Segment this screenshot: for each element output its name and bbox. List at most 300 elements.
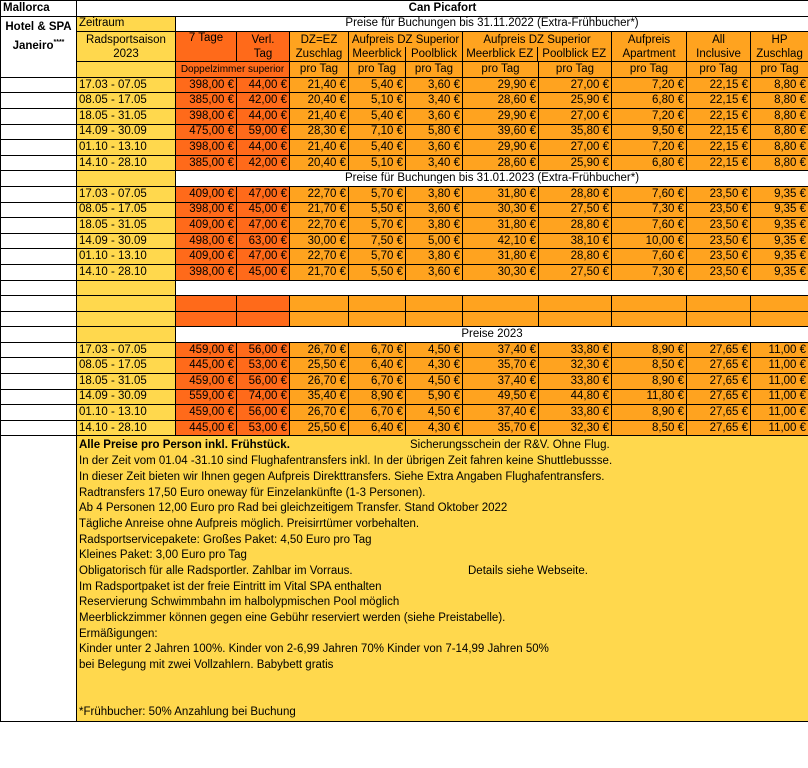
spacer-row xyxy=(1,280,808,296)
col-verl-line1: Verl. xyxy=(251,33,275,46)
price-cell: 74,00 € xyxy=(237,389,290,405)
pro-tag-cell: pro Tag xyxy=(539,62,612,78)
period-cell: 18.05 - 31.05 xyxy=(77,218,176,234)
price-cell: 5,10 € xyxy=(349,93,406,109)
price-row xyxy=(1,77,808,93)
price-cell: 27,65 € xyxy=(687,374,751,390)
left-blank-cell xyxy=(1,342,77,358)
price-cell: 53,00 € xyxy=(237,358,290,374)
block-title-row xyxy=(1,327,808,343)
price-cell: 5,10 € xyxy=(349,155,406,171)
price-cell: 3,60 € xyxy=(406,140,463,156)
price-cell: 21,70 € xyxy=(290,264,349,280)
notes-gap xyxy=(79,689,806,705)
price-row xyxy=(1,140,808,156)
period-blank-cell xyxy=(77,280,176,296)
block-title-1: Preise für Buchungen bis 31.11.2022 (Extra-Frühbucher*) xyxy=(176,16,808,32)
price-cell: 6,70 € xyxy=(349,374,406,390)
price-cell: 23,50 € xyxy=(687,249,751,265)
note-line: Im Radsportpaket ist der freie Eintritt im Vital SPA enthalten xyxy=(79,580,382,593)
price-cell: 22,70 € xyxy=(290,218,349,234)
price-row xyxy=(1,233,808,249)
period-cell: 18.05 - 31.05 xyxy=(77,108,176,124)
price-cell: 27,50 € xyxy=(539,202,612,218)
col-superior-sub xyxy=(349,47,462,61)
price-cell: 21,40 € xyxy=(290,108,349,124)
price-cell: 44,00 € xyxy=(237,140,290,156)
pro-tag-cell: pro Tag xyxy=(612,62,687,78)
note-line: Reservierung Schwimmbahn im halbolypmischen Pool möglich xyxy=(79,596,400,609)
blank-cell xyxy=(77,296,176,312)
town-cell: Can Picafort xyxy=(77,1,808,17)
price-cell: 35,70 € xyxy=(463,420,539,436)
col-hp-line2: Zuschlag xyxy=(756,47,803,60)
note-line: Tägliche Anreise ohne Aufpreis möglich. Preisirrtümer vorbehalten. xyxy=(79,517,420,530)
period-blank-cell xyxy=(77,327,176,343)
period-cell: 08.05 - 17.05 xyxy=(77,358,176,374)
price-cell: 5,70 € xyxy=(349,249,406,265)
price-cell: 459,00 € xyxy=(176,374,237,390)
col-apt-line2: Apartment xyxy=(622,47,676,60)
price-cell: 3,60 € xyxy=(406,202,463,218)
notes-details: Details siehe Webseite. xyxy=(468,564,588,577)
price-cell: 27,00 € xyxy=(539,140,612,156)
price-cell: 33,80 € xyxy=(539,405,612,421)
price-cell: 23,50 € xyxy=(687,218,751,234)
price-cell: 47,00 € xyxy=(237,218,290,234)
price-cell: 7,20 € xyxy=(612,108,687,124)
left-blank-cell xyxy=(1,202,77,218)
price-cell: 9,50 € xyxy=(612,124,687,140)
price-cell: 38,10 € xyxy=(539,233,612,249)
price-cell: 5,50 € xyxy=(349,202,406,218)
left-blank-cell xyxy=(1,155,77,171)
blank-cell xyxy=(612,296,687,312)
price-cell: 23,50 € xyxy=(687,186,751,202)
header-row-3 xyxy=(1,62,808,78)
price-cell: 8,80 € xyxy=(751,108,808,124)
hotel-name-cell xyxy=(1,16,77,77)
col-dz-line2: Zuschlag xyxy=(295,47,343,60)
price-cell: 6,70 € xyxy=(349,342,406,358)
col-superior-line1: Aufpreis DZ Superior xyxy=(351,33,460,46)
price-row xyxy=(1,108,808,124)
left-blank-cell xyxy=(1,249,77,265)
block-title: Preise für Buchungen bis 31.01.2023 (Extra-Frühbucher*) xyxy=(176,171,808,187)
price-cell: 42,00 € xyxy=(237,93,290,109)
price-cell: 8,80 € xyxy=(751,155,808,171)
notes-obligatory: Obligatorisch für alle Radsportler. Zahlbar im Vorraus. xyxy=(79,564,353,577)
hotel-stars: **** xyxy=(53,38,65,46)
blank-cell xyxy=(687,311,751,327)
price-cell: 559,00 € xyxy=(176,389,237,405)
price-cell: 3,80 € xyxy=(406,249,463,265)
price-cell: 27,00 € xyxy=(539,77,612,93)
price-cell: 4,30 € xyxy=(406,420,463,436)
price-cell: 9,35 € xyxy=(751,264,808,280)
left-blank-cell xyxy=(1,436,77,721)
left-blank-cell xyxy=(1,327,77,343)
price-cell: 29,90 € xyxy=(463,108,539,124)
price-cell: 6,80 € xyxy=(612,93,687,109)
price-cell: 22,15 € xyxy=(687,108,751,124)
price-cell: 28,80 € xyxy=(539,249,612,265)
price-row xyxy=(1,420,808,436)
period-cell: 17.03 - 07.05 xyxy=(77,77,176,93)
price-cell: 385,00 € xyxy=(176,93,237,109)
left-blank-cell xyxy=(1,233,77,249)
price-cell: 35,40 € xyxy=(290,389,349,405)
pro-tag-cell: pro Tag xyxy=(751,62,808,78)
price-row xyxy=(1,405,808,421)
price-cell: 5,50 € xyxy=(349,264,406,280)
period-cell: 08.05 - 17.05 xyxy=(77,202,176,218)
left-blank-cell xyxy=(1,374,77,390)
price-cell: 11,00 € xyxy=(751,389,808,405)
period-blank-cell xyxy=(77,171,176,187)
left-blank-cell xyxy=(1,296,77,312)
period-cell: 14.09 - 30.09 xyxy=(77,233,176,249)
price-cell: 25,90 € xyxy=(539,155,612,171)
price-cell: 22,15 € xyxy=(687,124,751,140)
price-row xyxy=(1,249,808,265)
price-cell: 398,00 € xyxy=(176,264,237,280)
period-cell: 18.05 - 31.05 xyxy=(77,374,176,390)
note-line: Ab 4 Personen 12,00 Euro pro Rad bei gleichzeitigem Transfer. Stand Oktober 2022 xyxy=(79,502,508,515)
note-line: Radtransfers 17,50 Euro oneway für Einzelankünfte (1-3 Personen). xyxy=(79,486,426,499)
price-cell: 11,00 € xyxy=(751,342,808,358)
price-cell: 3,80 € xyxy=(406,218,463,234)
price-cell: 33,80 € xyxy=(539,342,612,358)
price-cell: 398,00 € xyxy=(176,108,237,124)
price-cell: 33,80 € xyxy=(539,374,612,390)
header-row-2 xyxy=(1,32,808,62)
pro-tag-cell: pro Tag xyxy=(349,62,406,78)
price-cell: 3,60 € xyxy=(406,264,463,280)
blank-cell xyxy=(406,296,463,312)
price-cell: 21,40 € xyxy=(290,77,349,93)
blank-cell xyxy=(751,296,808,312)
blank-cell xyxy=(176,311,237,327)
price-cell: 459,00 € xyxy=(176,405,237,421)
price-row xyxy=(1,186,808,202)
price-row xyxy=(1,202,808,218)
col-ai-line2: Inclusive xyxy=(696,47,741,60)
pro-tag-cell: pro Tag xyxy=(290,62,349,78)
price-cell: 385,00 € xyxy=(176,155,237,171)
price-cell: 32,30 € xyxy=(539,358,612,374)
blank-cell xyxy=(687,296,751,312)
price-cell: 27,65 € xyxy=(687,405,751,421)
col-dz-line1: DZ=EZ xyxy=(300,33,338,46)
left-blank-cell xyxy=(1,108,77,124)
price-cell: 53,00 € xyxy=(237,420,290,436)
price-cell: 11,00 € xyxy=(751,374,808,390)
blank-cell xyxy=(237,311,290,327)
col-poolblick-label: Poolblick xyxy=(410,47,458,60)
price-row xyxy=(1,264,808,280)
price-cell: 409,00 € xyxy=(176,186,237,202)
price-cell: 22,15 € xyxy=(687,93,751,109)
price-cell: 27,65 € xyxy=(687,389,751,405)
price-cell: 28,80 € xyxy=(539,218,612,234)
price-row xyxy=(1,374,808,390)
price-cell: 28,80 € xyxy=(539,186,612,202)
price-cell: 5,00 € xyxy=(406,233,463,249)
price-cell: 9,35 € xyxy=(751,249,808,265)
price-cell: 28,60 € xyxy=(463,155,539,171)
notes-row xyxy=(1,436,808,721)
note-line: In dieser Zeit bieten wir Ihnen gegen Aufpreis Direkttransfers. Siehe Extra Angaben Flughafentransfers. xyxy=(79,470,605,483)
title-row xyxy=(1,1,808,17)
price-cell: 45,00 € xyxy=(237,264,290,280)
price-cell: 7,20 € xyxy=(612,140,687,156)
left-blank-cell xyxy=(1,140,77,156)
price-cell: 37,40 € xyxy=(463,342,539,358)
note-line: Ermäßigungen: xyxy=(79,627,158,640)
period-cell: 14.10 - 28.10 xyxy=(77,420,176,436)
price-cell: 28,30 € xyxy=(290,124,349,140)
price-cell: 7,50 € xyxy=(349,233,406,249)
price-cell: 22,15 € xyxy=(687,155,751,171)
price-row xyxy=(1,358,808,374)
pro-tag-cell: pro Tag xyxy=(687,62,751,78)
price-row xyxy=(1,93,808,109)
block-title-row xyxy=(1,171,808,187)
price-cell: 63,00 € xyxy=(237,233,290,249)
price-cell: 47,00 € xyxy=(237,186,290,202)
price-cell: 3,60 € xyxy=(406,108,463,124)
price-cell: 39,60 € xyxy=(463,124,539,140)
left-blank-cell xyxy=(1,420,77,436)
price-cell: 25,90 € xyxy=(539,93,612,109)
price-cell: 3,80 € xyxy=(406,186,463,202)
price-cell: 22,15 € xyxy=(687,140,751,156)
price-cell: 45,00 € xyxy=(237,202,290,218)
price-cell: 31,80 € xyxy=(463,249,539,265)
price-row xyxy=(1,124,808,140)
col-dz-header xyxy=(290,32,349,62)
price-cell: 5,70 € xyxy=(349,186,406,202)
price-cell: 27,65 € xyxy=(687,342,751,358)
price-row xyxy=(1,218,808,234)
price-cell: 30,00 € xyxy=(290,233,349,249)
price-row xyxy=(1,155,808,171)
price-cell: 42,10 € xyxy=(463,233,539,249)
col-apt-header xyxy=(612,32,687,62)
price-cell: 29,90 € xyxy=(463,140,539,156)
blank-cell xyxy=(406,311,463,327)
price-cell: 5,70 € xyxy=(349,218,406,234)
notes-footnote: *Frühbucher: 50% Anzahlung bei Buchung xyxy=(79,706,296,719)
hotel-name-line1: Hotel & SPA xyxy=(5,20,72,33)
left-blank-cell xyxy=(1,171,77,187)
price-row xyxy=(1,342,808,358)
col-superior-ez-sub xyxy=(463,47,611,61)
col-poolblick-ez-label: Poolblick EZ xyxy=(542,47,607,60)
price-cell: 23,50 € xyxy=(687,233,751,249)
price-cell: 5,40 € xyxy=(349,140,406,156)
col-superior-ez-header xyxy=(463,32,612,62)
price-cell: 8,80 € xyxy=(751,77,808,93)
price-cell: 398,00 € xyxy=(176,77,237,93)
col-apt-line1: Aufpreis xyxy=(627,33,671,46)
price-cell: 498,00 € xyxy=(176,233,237,249)
zeitraum-cell: Zeitraum xyxy=(77,16,176,32)
blank-cell xyxy=(349,296,406,312)
price-cell: 22,70 € xyxy=(290,249,349,265)
room-type-cell: Doppelzimmer superior xyxy=(176,62,290,78)
price-cell: 30,30 € xyxy=(463,202,539,218)
price-cell: 37,40 € xyxy=(463,405,539,421)
left-blank-cell xyxy=(1,405,77,421)
col-verl-header xyxy=(237,32,290,62)
left-blank-cell xyxy=(1,264,77,280)
blank-cell xyxy=(290,311,349,327)
blank-cell xyxy=(176,280,808,296)
note-line: Kinder unter 2 Jahren 100%. Kinder von 2-6,99 Jahren 70% Kinder von 7-14,99 Jahren 50% xyxy=(79,643,549,656)
price-cell: 7,60 € xyxy=(612,249,687,265)
price-cell: 9,35 € xyxy=(751,233,808,249)
col-meerblick-label: Meerblick xyxy=(349,47,406,61)
price-cell: 9,35 € xyxy=(751,202,808,218)
price-cell: 49,50 € xyxy=(463,389,539,405)
price-cell: 409,00 € xyxy=(176,249,237,265)
price-cell: 8,90 € xyxy=(612,374,687,390)
blank-cell xyxy=(237,296,290,312)
pro-tag-cell: pro Tag xyxy=(463,62,539,78)
left-blank-cell xyxy=(1,280,77,296)
price-cell: 10,00 € xyxy=(612,233,687,249)
blank-cell xyxy=(349,311,406,327)
season-label: Radsportsaison xyxy=(86,33,166,46)
left-blank-cell xyxy=(1,389,77,405)
season-blank xyxy=(77,62,176,78)
price-cell: 23,50 € xyxy=(687,202,751,218)
price-cell: 3,40 € xyxy=(406,93,463,109)
price-cell: 7,30 € xyxy=(612,264,687,280)
period-cell: 17.03 - 07.05 xyxy=(77,186,176,202)
price-cell: 445,00 € xyxy=(176,358,237,374)
price-cell: 8,80 € xyxy=(751,93,808,109)
blank-cell xyxy=(290,296,349,312)
price-cell: 7,10 € xyxy=(349,124,406,140)
price-cell: 8,90 € xyxy=(612,342,687,358)
price-cell: 27,50 € xyxy=(539,264,612,280)
notes-headline: Alle Preise pro Person inkl. Frühstück. xyxy=(79,439,290,452)
col-superior-header xyxy=(349,32,463,62)
price-cell: 20,40 € xyxy=(290,155,349,171)
note-line: Radsportservicepakete: Großes Paket: 4,50 Euro pro Tag xyxy=(79,533,372,546)
note-line: bei Belegung mit zwei Vollzahlern. Babybett gratis xyxy=(79,659,334,672)
price-cell: 398,00 € xyxy=(176,140,237,156)
price-cell: 475,00 € xyxy=(176,124,237,140)
col-verl-line2: Tag xyxy=(253,47,273,60)
price-cell: 409,00 € xyxy=(176,218,237,234)
price-cell: 7,20 € xyxy=(612,77,687,93)
price-cell: 11,00 € xyxy=(751,358,808,374)
price-cell: 20,40 € xyxy=(290,93,349,109)
blank-cell xyxy=(539,296,612,312)
block-title: Preise 2023 xyxy=(176,327,808,343)
col-meerblick-ez-label: Meerblick EZ xyxy=(463,47,538,61)
price-cell: 4,30 € xyxy=(406,358,463,374)
price-cell: 56,00 € xyxy=(237,374,290,390)
price-cell: 47,00 € xyxy=(237,249,290,265)
price-cell: 37,40 € xyxy=(463,374,539,390)
left-blank-cell xyxy=(1,93,77,109)
left-blank-cell xyxy=(1,77,77,93)
period-cell: 17.03 - 07.05 xyxy=(77,342,176,358)
price-cell: 5,80 € xyxy=(406,124,463,140)
price-cell: 23,50 € xyxy=(687,264,751,280)
price-cell: 25,50 € xyxy=(290,420,349,436)
blank-cell xyxy=(176,296,237,312)
price-cell: 26,70 € xyxy=(290,374,349,390)
price-cell: 31,80 € xyxy=(463,186,539,202)
note-line: Kleines Paket: 3,00 Euro pro Tag xyxy=(79,549,247,562)
price-cell: 9,35 € xyxy=(751,186,808,202)
notes-gap xyxy=(79,674,806,690)
price-cell: 59,00 € xyxy=(237,124,290,140)
price-cell: 8,50 € xyxy=(612,358,687,374)
price-cell: 445,00 € xyxy=(176,420,237,436)
price-cell: 4,50 € xyxy=(406,342,463,358)
period-cell: 01.10 - 13.10 xyxy=(77,249,176,265)
price-cell: 31,80 € xyxy=(463,218,539,234)
col-hp-line1: HP xyxy=(771,33,788,46)
price-cell: 11,00 € xyxy=(751,405,808,421)
spacer-row xyxy=(1,296,808,312)
period-cell: 01.10 - 13.10 xyxy=(77,140,176,156)
note-line: Meerblickzimmer können gegen eine Gebühr reserviert werden (siehe Preistabelle). xyxy=(79,612,506,624)
price-cell: 26,70 € xyxy=(290,342,349,358)
left-blank-cell xyxy=(1,218,77,234)
price-cell: 27,65 € xyxy=(687,358,751,374)
pro-tag-cell: pro Tag xyxy=(406,62,463,78)
price-cell: 11,80 € xyxy=(612,389,687,405)
notes-obligatory-line xyxy=(79,564,806,580)
price-cell: 3,40 € xyxy=(406,155,463,171)
notes-headline-line xyxy=(79,438,806,454)
period-cell: 14.09 - 30.09 xyxy=(77,124,176,140)
season-year: 2023 xyxy=(113,47,139,60)
price-cell: 5,90 € xyxy=(406,389,463,405)
price-cell: 6,40 € xyxy=(349,420,406,436)
price-cell: 9,35 € xyxy=(751,218,808,234)
left-blank-cell xyxy=(1,311,77,327)
price-cell: 21,40 € xyxy=(290,140,349,156)
price-cell: 8,90 € xyxy=(612,405,687,421)
price-cell: 56,00 € xyxy=(237,405,290,421)
price-cell: 4,50 € xyxy=(406,405,463,421)
note-line: In der Zeit vom 01.04 -31.10 sind Flughafentransfers inkl. In der übrigen Zeit fahren keine Shuttlebussse. xyxy=(79,455,613,468)
price-cell: 6,40 € xyxy=(349,358,406,374)
price-cell: 25,50 € xyxy=(290,358,349,374)
col-ai-header xyxy=(687,32,751,62)
price-cell: 5,40 € xyxy=(349,108,406,124)
price-cell: 8,90 € xyxy=(349,389,406,405)
price-cell: 7,30 € xyxy=(612,202,687,218)
price-cell: 4,50 € xyxy=(406,374,463,390)
period-cell: 14.10 - 28.10 xyxy=(77,155,176,171)
price-cell: 6,80 € xyxy=(612,155,687,171)
blank-cell xyxy=(539,311,612,327)
blank-cell xyxy=(77,311,176,327)
spacer-row xyxy=(1,311,808,327)
price-cell: 22,70 € xyxy=(290,186,349,202)
blank-cell xyxy=(463,311,539,327)
